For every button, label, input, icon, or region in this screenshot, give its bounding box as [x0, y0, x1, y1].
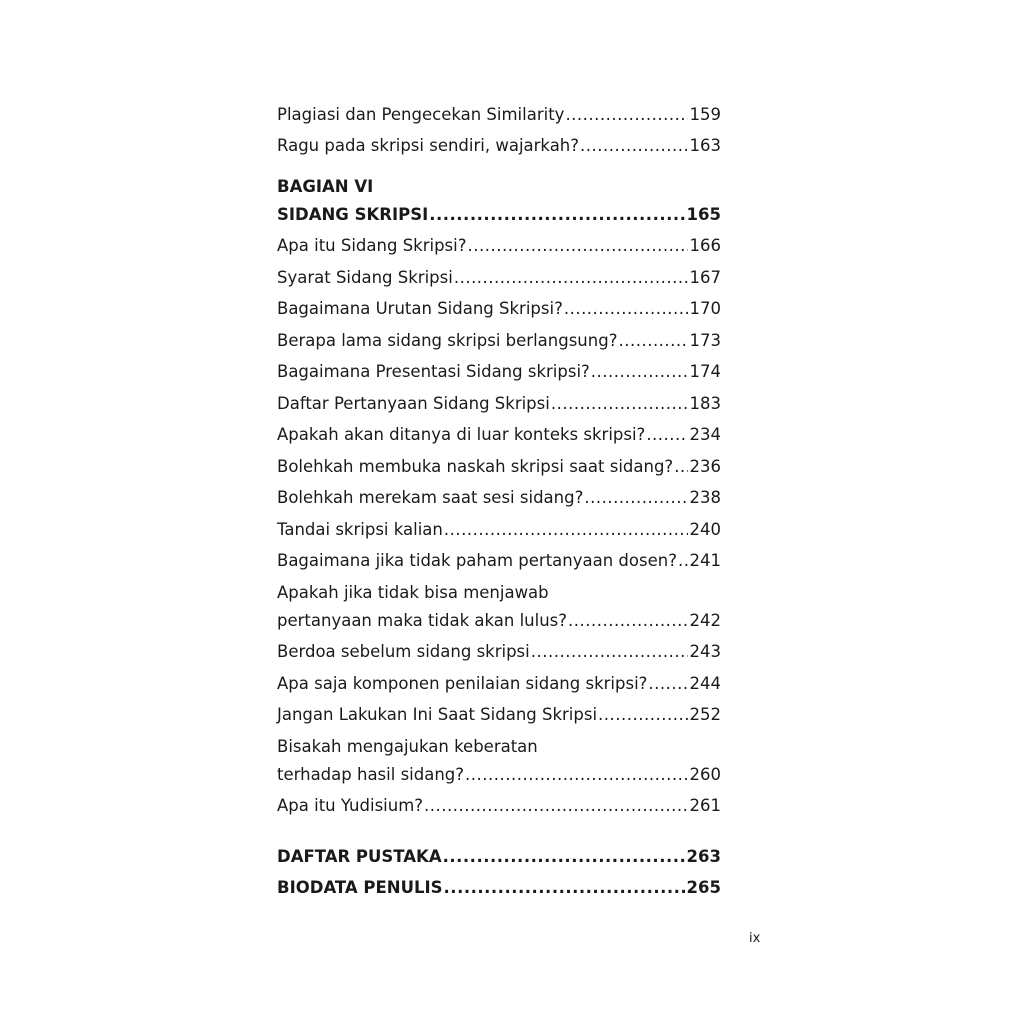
page-number: ix	[749, 931, 761, 946]
toc-page-number: 261	[689, 796, 721, 815]
toc-entry	[277, 673, 721, 695]
toc-entry-title: DAFTAR PUSTAKA	[277, 847, 442, 866]
toc-page-number: 167	[689, 268, 721, 287]
toc-entry	[277, 456, 721, 478]
toc-entry	[277, 704, 721, 726]
toc-entry-title: BIODATA PENULIS	[277, 878, 443, 897]
toc-entry-title: Bagaimana Urutan Sidang Skripsi?	[277, 299, 563, 318]
toc-section-label: BAGIAN VI	[277, 177, 374, 196]
toc-dot-leader	[648, 673, 687, 695]
toc-entry-title: pertanyaan maka tidak akan lulus?	[277, 611, 568, 630]
toc-page-number: 234	[689, 425, 721, 444]
toc-entry	[277, 519, 721, 541]
toc-entry	[277, 104, 721, 126]
toc-entry-title: Apakah jika tidak bisa menjawab	[277, 583, 549, 602]
toc-entry	[277, 487, 721, 509]
toc-page-number: 238	[689, 488, 721, 507]
toc-page-number: 159	[689, 105, 721, 124]
toc-page-number: 170	[689, 299, 721, 318]
toc-entry-title: Bolehkah merekam saat sesi sidang?	[277, 488, 584, 507]
toc-entry	[277, 298, 721, 320]
toc-entry-title: Berdoa sebelum sidang skripsi	[277, 642, 530, 661]
toc-page-number: 236	[689, 457, 721, 476]
toc-page-number: 252	[689, 705, 721, 724]
toc-dot-leader	[568, 610, 687, 632]
toc-dot-leader	[678, 550, 688, 572]
toc-dot-leader	[424, 795, 687, 817]
toc-page-number: 183	[689, 394, 721, 413]
toc-page-number: 166	[689, 236, 721, 255]
toc-page-number: 265	[686, 878, 721, 897]
toc-entry-title: Apakah akan ditanya di luar konteks skripsi?	[277, 425, 646, 444]
toc-dot-leader	[618, 330, 687, 352]
toc-dot-leader	[584, 487, 687, 509]
toc-entry-first-line	[277, 736, 721, 758]
toc-entry-title: Plagiasi dan Pengecekan Similarity	[277, 105, 565, 124]
toc-dot-leader	[580, 135, 687, 157]
toc-entry-title: Ragu pada skripsi sendiri, wajarkah?	[277, 136, 580, 155]
toc-entry-first-line	[277, 582, 721, 604]
toc-dot-leader	[444, 877, 685, 899]
toc-dot-leader	[591, 361, 688, 383]
toc-section-heading	[277, 176, 721, 198]
toc-dot-leader	[551, 393, 688, 415]
toc-dot-leader	[565, 104, 687, 126]
toc-page-number: 173	[689, 331, 721, 350]
toc-entry	[277, 393, 721, 415]
toc-chapter-entry	[277, 204, 721, 226]
toc-page-number: 242	[689, 611, 721, 630]
toc-entry	[277, 764, 721, 786]
toc-entry	[277, 550, 721, 572]
toc-dot-leader	[443, 846, 685, 868]
toc-entry	[277, 235, 721, 257]
toc-entry-title: Jangan Lakukan Ini Saat Sidang Skripsi	[277, 705, 598, 724]
toc-page-number: 243	[689, 642, 721, 661]
toc-entry	[277, 330, 721, 352]
toc-dot-leader	[444, 519, 688, 541]
toc-dot-leader	[429, 204, 684, 226]
toc-entry-title: Bagaimana Presentasi Sidang skripsi?	[277, 362, 590, 381]
toc-dot-leader	[646, 424, 687, 446]
toc-page-number: 244	[689, 674, 721, 693]
toc-dot-leader	[564, 298, 688, 320]
toc-chapter-entry	[277, 877, 721, 899]
toc-entry	[277, 795, 721, 817]
toc-entry-title: Apa saja komponen penilaian sidang skripsi?	[277, 674, 648, 693]
toc-entry-title: Syarat Sidang Skripsi	[277, 268, 453, 287]
toc-page-number: 260	[689, 765, 721, 784]
toc-entry-title: Berapa lama sidang skripsi berlangsung?	[277, 331, 618, 350]
toc-dot-leader	[674, 456, 687, 478]
toc-dot-leader	[468, 235, 688, 257]
toc-dot-leader	[454, 267, 688, 289]
toc-entry-title: terhadap hasil sidang?	[277, 765, 465, 784]
toc-entry-title: Bisakah mengajukan keberatan	[277, 737, 538, 756]
toc-dot-leader	[531, 641, 688, 663]
toc-entry	[277, 267, 721, 289]
toc-dot-leader	[598, 704, 687, 726]
toc-entry	[277, 361, 721, 383]
toc-entry-title: Apa itu Sidang Skripsi?	[277, 236, 467, 255]
toc-entry-title: Bolehkah membuka naskah skripsi saat sidang?	[277, 457, 674, 476]
toc-entry-title: Tandai skripsi kalian	[277, 520, 443, 539]
toc-entry-title: Bagaimana jika tidak paham pertanyaan dosen?	[277, 551, 677, 570]
toc-entry-title: SIDANG SKRIPSI	[277, 205, 429, 224]
toc-entry-title: Daftar Pertanyaan Sidang Skripsi	[277, 394, 550, 413]
toc-entry	[277, 424, 721, 446]
toc-entry-title: Apa itu Yudisium?	[277, 796, 424, 815]
toc-page-number: 240	[689, 520, 721, 539]
toc-entry	[277, 641, 721, 663]
toc-page-number: 165	[686, 205, 721, 224]
toc-page-number: 174	[689, 362, 721, 381]
toc-chapter-entry	[277, 846, 721, 868]
toc-entry	[277, 135, 721, 157]
toc-page-number: 163	[689, 136, 721, 155]
toc-page-number: 241	[689, 551, 721, 570]
toc-entry	[277, 610, 721, 632]
toc-dot-leader	[465, 764, 687, 786]
toc-page-number: 263	[686, 847, 721, 866]
